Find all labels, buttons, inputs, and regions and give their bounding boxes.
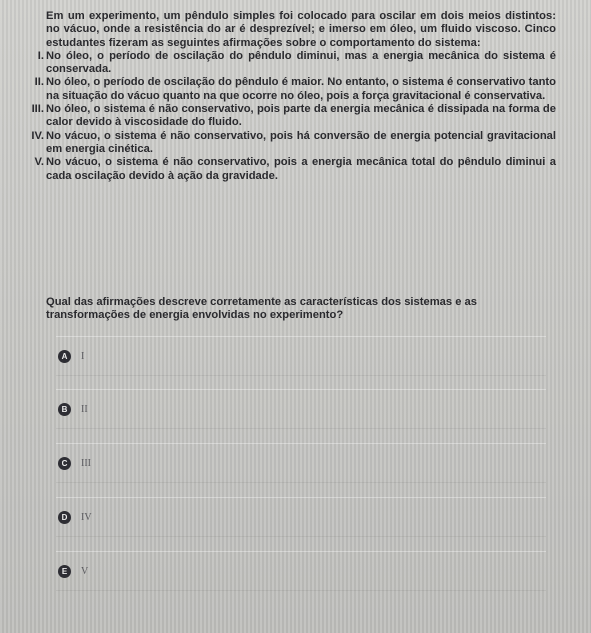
statement-text: No óleo, o período de oscilação do pêndulo diminui, mas a energia mecânica do sistema é conservada. (46, 49, 556, 76)
question-block (31, 10, 556, 183)
statement-item (36, 50, 556, 77)
question-prompt: Qual das afirmações descreve corretamente as características dos sistemas e as transformações de energia envolvidas no experimento? (46, 296, 477, 322)
option-text: II (81, 403, 88, 415)
statement-item (36, 156, 556, 183)
option-letter-badge: D (58, 511, 71, 524)
statement-item (31, 129, 556, 157)
option-letter-badge: C (58, 457, 71, 470)
answer-option-a[interactable] (56, 336, 546, 376)
option-text: V (81, 565, 89, 577)
statement-item (31, 103, 556, 130)
statement-text: No vácuo, o sistema é não conservativo, pois a energia mecânica total do pêndulo diminui a cada oscilação devido à ação da gravidade. (46, 156, 556, 182)
statement-text: No óleo, o sistema é não conservativo, pois parte da energia mecânica é dissipada na forma de calor devido à viscosidade do fluido. (46, 103, 556, 129)
statement-numeral: V. (34, 156, 44, 169)
answer-option-e[interactable] (56, 551, 546, 591)
answer-option-c[interactable] (56, 443, 546, 483)
option-letter-badge: A (58, 350, 71, 363)
statement-text: No vácuo, o sistema é não conservativo, pois há conversão de energia potencial gravitacional em energia cinética. (46, 129, 556, 155)
option-letter-badge: B (58, 403, 71, 416)
option-text: III (81, 457, 91, 469)
statement-list (31, 49, 556, 183)
answer-option-d[interactable] (56, 497, 546, 537)
option-text: I (81, 350, 85, 362)
statement-numeral: II. (34, 76, 44, 89)
statement-text: No óleo, o período de oscilação do pêndulo é maior. No entanto, o sistema é conservativo tanto na situação do vácuo quanto na que ocorre no óleo, pois a força gravitacional é conservativa. (46, 76, 556, 102)
statement-numeral: III. (31, 103, 44, 116)
option-text: IV (81, 511, 92, 523)
statement-item (36, 76, 556, 103)
statement-numeral: IV. (31, 129, 44, 142)
statement-numeral: I. (37, 49, 44, 62)
option-letter-badge: E (58, 565, 71, 578)
question-intro: Em um experimento, um pêndulo simples foi colocado para oscilar em dois meios distintos: no vácuo, onde a resistência do ar é desprezível; e imerso em óleo, um fluido viscoso. Cinco estudantes fizeram as seguintes afirmações sobre o comportamento do sistema: (46, 10, 556, 49)
answer-option-b[interactable] (56, 389, 546, 429)
